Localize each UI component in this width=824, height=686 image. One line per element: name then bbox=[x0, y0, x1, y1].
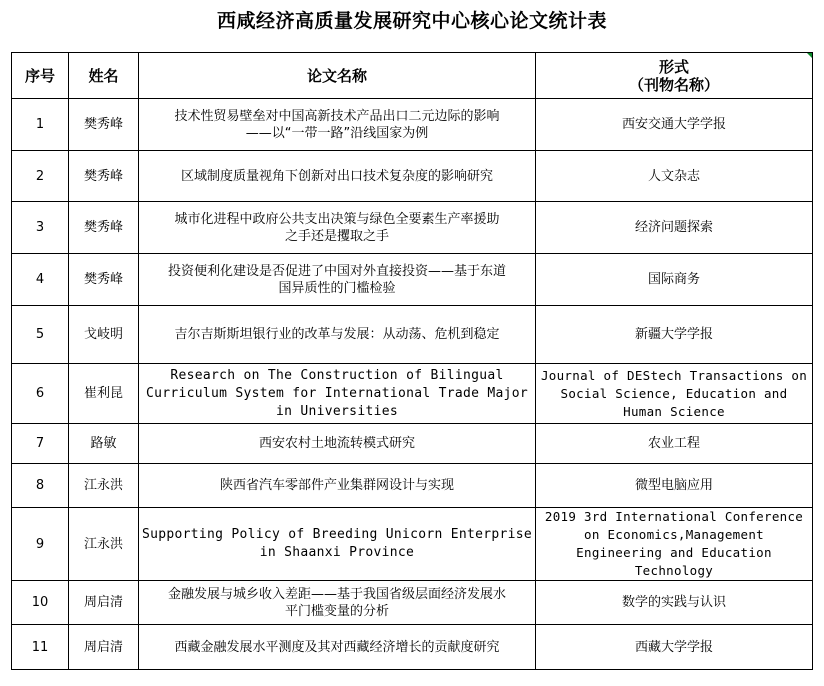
table-row bbox=[12, 202, 813, 254]
cell-journal bbox=[536, 254, 813, 306]
table-row bbox=[12, 581, 813, 625]
journal-line: Journal of DEStech Transactions on bbox=[540, 367, 808, 383]
table-row bbox=[12, 99, 813, 151]
cell-name: 江永洪 bbox=[69, 464, 139, 508]
page-title: 西咸经济高质量发展研究中心核心论文统计表 bbox=[216, 10, 607, 32]
paper-title-line: 区域制度质量视角下创新对出口技术复杂度的影响研究 bbox=[180, 168, 493, 184]
table-row bbox=[12, 364, 813, 424]
cell-name: 戈岐明 bbox=[69, 306, 139, 364]
cell-no: 1 bbox=[12, 99, 69, 151]
journal-line: Social Science, Education and bbox=[560, 385, 788, 401]
cell-journal bbox=[536, 151, 813, 202]
paper-title-line: 国异质性的门槛检验 bbox=[278, 280, 396, 296]
cell-journal bbox=[536, 364, 813, 424]
table-row bbox=[12, 254, 813, 306]
journal-line: 数学的实践与认识 bbox=[621, 595, 726, 610]
cell-journal bbox=[536, 202, 813, 254]
cell-paper-title bbox=[139, 464, 536, 508]
cell-journal bbox=[536, 99, 813, 151]
journal-line: Engineering and Education bbox=[576, 545, 772, 560]
cell-no: 11 bbox=[12, 625, 69, 670]
header-name: 姓名 bbox=[69, 53, 139, 99]
paper-title-line: Supporting Policy of Breeding Unicorn Enterprise bbox=[141, 527, 533, 542]
paper-title-line: Research on The Construction of Bilingual bbox=[170, 367, 504, 383]
cell-no: 9 bbox=[12, 508, 69, 581]
paper-title-line: 西安农村土地流转模式研究 bbox=[258, 436, 415, 451]
cell-name: 樊秀峰 bbox=[69, 254, 139, 306]
header-no: 序号 bbox=[12, 53, 69, 99]
cell-name: 路敏 bbox=[69, 424, 139, 464]
cell-paper-title bbox=[139, 625, 536, 670]
cell-name: 樊秀峰 bbox=[69, 151, 139, 202]
cell-no: 2 bbox=[12, 151, 69, 202]
cell-no: 7 bbox=[12, 424, 69, 464]
header-form bbox=[536, 53, 813, 99]
cell-paper-title bbox=[139, 99, 536, 151]
paper-title-line: in Universities bbox=[276, 403, 398, 419]
paper-title-line: 西藏金融发展水平测度及其对西藏经济增长的贡献度研究 bbox=[174, 639, 500, 655]
cell-name: 崔利昆 bbox=[69, 364, 139, 424]
paper-title-line: 之手还是攫取之手 bbox=[284, 228, 389, 244]
cell-comment-marker bbox=[807, 53, 812, 58]
journal-line: 经济问题探索 bbox=[634, 220, 713, 235]
journal-line: 农业工程 bbox=[647, 436, 700, 451]
paper-title-line: 陕西省汽车零部件产业集群网设计与实现 bbox=[219, 478, 454, 493]
header-paper: 论文名称 bbox=[139, 53, 536, 99]
paper-title-line: 平门槛变量的分析 bbox=[284, 603, 389, 619]
cell-paper-title bbox=[139, 364, 536, 424]
table-row bbox=[12, 508, 813, 581]
cell-paper-title bbox=[139, 581, 536, 625]
cell-paper-title bbox=[139, 151, 536, 202]
journal-line: Human Science bbox=[623, 403, 725, 419]
cell-no: 3 bbox=[12, 202, 69, 254]
journal-line: 新疆大学学报 bbox=[634, 327, 713, 342]
table-row bbox=[12, 625, 813, 670]
cell-paper-title bbox=[139, 306, 536, 364]
cell-paper-title bbox=[139, 508, 536, 581]
cell-no: 10 bbox=[12, 581, 69, 625]
cell-journal bbox=[536, 306, 813, 364]
journal-line: 西安交通大学学报 bbox=[621, 117, 726, 132]
table-row bbox=[12, 151, 813, 202]
header-form-line1: 形式 bbox=[658, 57, 689, 76]
cell-paper-title bbox=[139, 424, 536, 464]
cell-journal bbox=[536, 508, 813, 581]
cell-journal bbox=[536, 581, 813, 625]
cell-name: 周启清 bbox=[69, 625, 139, 670]
cell-name: 周启清 bbox=[69, 581, 139, 625]
cell-name: 江永洪 bbox=[69, 508, 139, 581]
cell-no: 6 bbox=[12, 364, 69, 424]
paper-title-line: Curriculum System for International Trade Major bbox=[146, 385, 528, 401]
header-form-line2: （刊物名称） bbox=[628, 75, 719, 94]
cell-journal bbox=[536, 625, 813, 670]
cell-name: 樊秀峰 bbox=[69, 99, 139, 151]
table-row bbox=[12, 464, 813, 508]
cell-name: 樊秀峰 bbox=[69, 202, 139, 254]
journal-line: 国际商务 bbox=[647, 272, 700, 287]
header-row bbox=[12, 53, 813, 99]
cell-paper-title bbox=[139, 202, 536, 254]
cell-paper-title bbox=[139, 254, 536, 306]
journal-line: 2019 3rd International Conference bbox=[544, 509, 804, 524]
table-body bbox=[12, 99, 813, 670]
cell-journal bbox=[536, 464, 813, 508]
table-row bbox=[12, 306, 813, 364]
journal-line: 人文杂志 bbox=[647, 168, 700, 184]
paper-title-line: 技术性贸易壁垒对中国高新技术产品出口二元边际的影响 bbox=[174, 108, 500, 124]
cell-no: 8 bbox=[12, 464, 69, 508]
paper-title-line: in Shaanxi Province bbox=[259, 545, 415, 560]
paper-title-line: 投资便利化建设是否促进了中国对外直接投资——基于东道 bbox=[167, 263, 506, 279]
journal-line: 微型电脑应用 bbox=[634, 478, 713, 493]
paper-title-line: 吉尔吉斯斯坦银行业的改革与发展：从动荡、危机到稳定 bbox=[174, 327, 500, 342]
paper-title-line: ——以“一带一路”沿线国家为例 bbox=[245, 125, 429, 141]
cell-journal bbox=[536, 424, 813, 464]
journal-line: 西藏大学学报 bbox=[634, 639, 713, 655]
cell-no: 5 bbox=[12, 306, 69, 364]
cell-no: 4 bbox=[12, 254, 69, 306]
paper-title-line: 金融发展与城乡收入差距——基于我国省级层面经济发展水 bbox=[167, 586, 506, 602]
journal-line: Technology bbox=[634, 563, 714, 578]
papers-table bbox=[11, 52, 813, 670]
journal-line: on Economics,Management bbox=[584, 527, 764, 542]
paper-title-line: 城市化进程中政府公共支出决策与绿色全要素生产率援助 bbox=[174, 211, 500, 227]
table-row bbox=[12, 424, 813, 464]
